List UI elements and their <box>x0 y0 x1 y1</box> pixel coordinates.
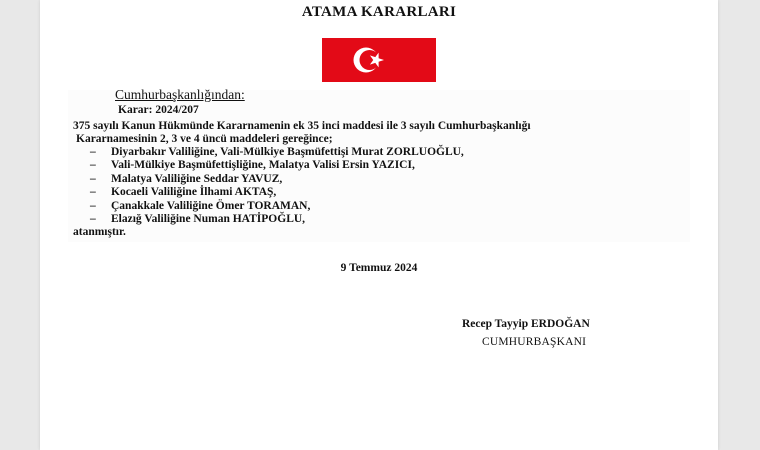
issuer-heading: Cumhurbaşkanlığından: <box>115 87 245 102</box>
list-marker: – <box>90 172 96 185</box>
list-marker: – <box>90 159 96 172</box>
decision-body <box>73 120 693 239</box>
list-item <box>73 213 693 226</box>
list-item <box>73 146 693 159</box>
document-page <box>40 0 718 450</box>
intro-line-2: Kararnamesinin 2, 3 ve 4 üncü maddeleri gereğince; <box>76 133 333 145</box>
turkish-flag-icon <box>322 38 436 82</box>
decision-date: 9 Temmuz 2024 <box>340 262 418 274</box>
list-marker: – <box>90 186 96 199</box>
list-marker: – <box>90 199 96 212</box>
list-marker: – <box>90 146 96 158</box>
signer-title: CUMHURBAŞKANI <box>482 336 587 348</box>
list-item <box>73 173 693 186</box>
appointment-text: Çanakkale Valiliğine Ömer TORAMAN, <box>111 199 311 212</box>
intro-line-1: 375 sayılı Kanun Hükmünde Kararnamenin ek 35 inci maddesi ile 3 sayılı Cumhurbaşkanlığı <box>73 120 531 132</box>
appointment-text: Elazığ Valiliğine Numan HATİPOĞLU, <box>111 212 306 225</box>
document-title: ATAMA KARARLARI <box>301 4 457 20</box>
appointment-text: Malatya Valiliğine Seddar YAVUZ, <box>111 172 283 185</box>
closing-text: atanmıştır. <box>73 226 126 239</box>
list-item <box>73 159 693 172</box>
decision-number: Karar: 2024/207 <box>118 104 199 116</box>
list-item <box>73 186 693 199</box>
signer-name: Recep Tayyip ERDOĞAN <box>462 318 590 330</box>
list-item <box>73 200 693 213</box>
appointment-text: Vali-Mülkiye Başmüfettişliğine, Malatya Valisi Ersin YAZICI, <box>111 159 415 172</box>
list-marker: – <box>90 212 96 225</box>
appointment-list <box>73 146 693 226</box>
appointment-text: Diyarbakır Valiliğine, Vali-Mülkiye Başmüfettişi Murat ZORLUOĞLU, <box>111 146 464 158</box>
appointment-text: Kocaeli Valiliğine İlhami AKTAŞ, <box>111 186 277 199</box>
